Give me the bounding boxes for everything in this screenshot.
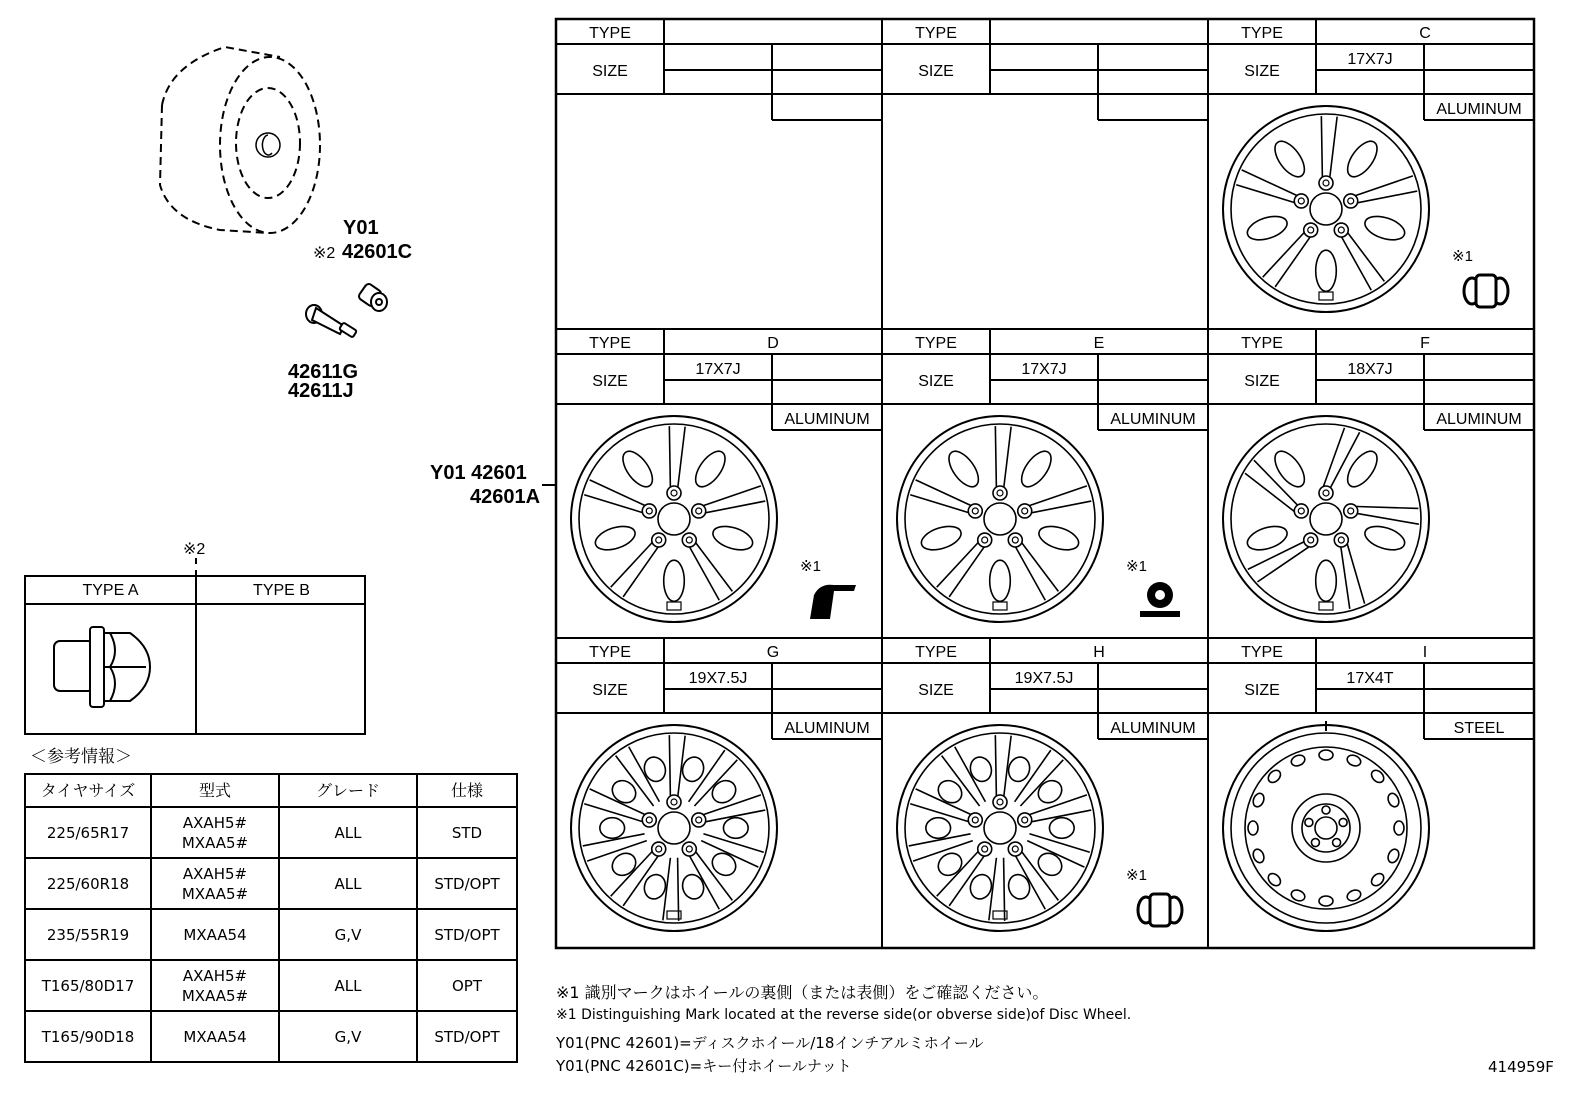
- ref-cell: T165/90D18: [25, 1011, 151, 1062]
- ref-cell: STD/OPT: [417, 858, 517, 909]
- wheel-spoke: [1322, 428, 1359, 489]
- panel-size-value: 18X7J: [1347, 361, 1393, 378]
- panel-mark-label: ※1: [1126, 558, 1147, 575]
- wheel-vent-hole: [1251, 792, 1266, 809]
- wheel-window: [1244, 212, 1290, 244]
- wheel-window: [723, 818, 748, 839]
- wheel-spoke: [1015, 541, 1059, 600]
- panel-type-value: E: [1093, 335, 1105, 352]
- wheel-window: [990, 560, 1011, 601]
- ref-cell: T165/80D17: [25, 960, 151, 1011]
- ref-header-grade: グレード: [279, 774, 417, 807]
- wheel-center-bore: [984, 812, 1016, 844]
- wheel-window: [1034, 776, 1066, 807]
- panel-type-label: TYPE: [589, 25, 631, 42]
- wheel-spoke: [995, 426, 1011, 489]
- panel-type-value: I: [1422, 644, 1428, 661]
- wheel-spoke: [1027, 486, 1091, 513]
- ref-model-line: AXAH5#: [182, 813, 248, 832]
- wheel-vent-hole: [1346, 753, 1363, 768]
- wheel-window: [600, 818, 625, 839]
- panel-type-value: H: [1093, 644, 1105, 661]
- wheel-lug-hole: [1304, 533, 1318, 547]
- wheel-disc: [1245, 747, 1407, 909]
- wheel-rim: [1223, 416, 1429, 622]
- wheel-lug-hole: [1344, 504, 1358, 518]
- wheel-rim: [571, 725, 777, 931]
- wheel-lug-hole: [682, 842, 696, 856]
- wheel-window: [918, 522, 964, 554]
- panel-type-label: TYPE: [915, 25, 957, 42]
- wheel-rim-inner: [1231, 114, 1421, 304]
- wheel-vent-hole: [1386, 792, 1401, 809]
- wheel-spoke: [1341, 231, 1385, 290]
- wheel-rim-inner: [579, 733, 769, 923]
- panel-size-label: SIZE: [918, 682, 954, 699]
- wheel-window: [1269, 136, 1310, 181]
- panel-size-label: SIZE: [592, 682, 628, 699]
- wheel-spoke: [689, 850, 733, 909]
- ref-model-line: AXAH5#: [182, 864, 248, 883]
- wheel-panel-i: [1223, 644, 1504, 931]
- wheel-vent-hole: [1251, 848, 1266, 865]
- wheel-window: [1005, 754, 1032, 784]
- wheel-vent-hole: [1346, 888, 1363, 903]
- wheel-rim: [897, 725, 1103, 931]
- panel-material-value: ALUMINUM: [784, 720, 870, 737]
- wheel-spoke: [910, 480, 973, 513]
- panel-size-label: SIZE: [918, 373, 954, 390]
- panel-size-value: 17X4T: [1346, 670, 1394, 687]
- wheel-lug-hole: [1319, 486, 1333, 500]
- wheel-center-bore: [1310, 503, 1342, 535]
- panel-size-label: SIZE: [1244, 373, 1280, 390]
- ref-cell: STD/OPT: [417, 1011, 517, 1062]
- wheel-spoke: [701, 486, 765, 513]
- wheel-lug-hole: [1311, 839, 1319, 847]
- wheel-spoke: [1027, 834, 1090, 867]
- wheel-window: [641, 754, 668, 784]
- panel-type-value: F: [1420, 335, 1430, 352]
- note-jp: ※1 識別マークはホイールの裏側（または表側）をご確認ください。: [556, 983, 1049, 1002]
- panel-size-value: 17X7J: [1021, 361, 1067, 378]
- wheel-lug-hole: [692, 813, 706, 827]
- wheel-lug-hole: [667, 486, 681, 500]
- wheel-panel-e: [897, 335, 1196, 622]
- wheel-window: [1316, 560, 1337, 601]
- ref-cell: ALL: [279, 960, 417, 1011]
- wheel-window: [664, 560, 685, 601]
- wheel-spoke: [1248, 541, 1312, 582]
- panel-size-value: 19X7.5J: [688, 670, 748, 687]
- wheel-spoke: [1015, 850, 1059, 909]
- mark-step: [810, 585, 856, 619]
- wheel-spoke: [1263, 231, 1312, 287]
- wheel-code-label[interactable]: Y01 42601: [430, 462, 527, 484]
- ref-cell: 235/55R19: [25, 909, 151, 960]
- ref-header-spec: 仕様: [417, 774, 517, 807]
- valve-part-label-2[interactable]: 42611J: [288, 380, 354, 402]
- panel-type-label: TYPE: [1241, 644, 1283, 661]
- wheel-lug-hole: [652, 842, 666, 856]
- ref-cell: G,V: [279, 1011, 417, 1062]
- wheel-lug-hole: [652, 533, 666, 547]
- wheel-lug-hole: [1008, 842, 1022, 856]
- panel-material-value: ALUMINUM: [1110, 411, 1196, 428]
- wheel-window: [1049, 818, 1074, 839]
- wheel-vent-hole: [1290, 888, 1307, 903]
- wheel-vent-hole: [1394, 821, 1404, 835]
- wheel-valve: [1319, 602, 1333, 610]
- wheel-panel-d: [571, 335, 870, 622]
- wheel-spoke: [1341, 541, 1365, 609]
- wheel-window: [592, 522, 638, 554]
- wheel-lug-hole: [1319, 176, 1333, 190]
- wheel-spoke: [1321, 116, 1337, 179]
- wheel-lug-hole: [1305, 818, 1313, 826]
- wheel-window: [679, 872, 706, 902]
- wheel-spoke: [701, 834, 764, 867]
- wheel-window: [926, 818, 951, 839]
- wheel-hub-inner: [1302, 804, 1350, 852]
- wheel-center-bore: [658, 503, 690, 535]
- panel-size-label: SIZE: [592, 373, 628, 390]
- wheel-center-bore: [658, 812, 690, 844]
- wheel-window: [1362, 522, 1408, 554]
- ref-cell: STD/OPT: [417, 909, 517, 960]
- wheel-spoke: [1353, 506, 1419, 524]
- wheel-panel-blank-2: [915, 25, 957, 80]
- panel-mark-label: ※1: [800, 558, 821, 575]
- ref-model-line: MXAA5#: [181, 986, 249, 1005]
- panel-type-label: TYPE: [1241, 25, 1283, 42]
- wheel-window: [708, 776, 740, 807]
- wheel-panel-g: [571, 644, 870, 931]
- wheel-lug-hole: [968, 504, 982, 518]
- wheel-spoke: [1245, 460, 1299, 513]
- wheel-center-bore: [984, 503, 1016, 535]
- panel-size-value: 19X7.5J: [1014, 670, 1074, 687]
- wheel-rim-inner: [1231, 733, 1421, 923]
- valve-part-label-1[interactable]: 42611G: [288, 361, 359, 383]
- wheel-lug-hole: [1304, 223, 1318, 237]
- wheel-lug-hole: [667, 795, 681, 809]
- panel-mark-label: ※1: [1452, 248, 1473, 265]
- panel-material-value: ALUMINUM: [1436, 101, 1522, 118]
- panel-material-value: STEEL: [1453, 720, 1505, 737]
- wheel-alt-label[interactable]: 42601A: [470, 486, 541, 508]
- note-en: ※1 Distinguishing Mark located at the reverse side(or obverse side)of Disc Wheel.: [556, 1007, 1132, 1023]
- wheel-lug-hole: [1018, 504, 1032, 518]
- wheel-lug-hole: [1333, 839, 1341, 847]
- panel-type-value: G: [766, 644, 780, 661]
- reference-title: ＜参考情報＞: [30, 747, 132, 767]
- wheel-spoke: [689, 541, 733, 600]
- wheel-valve: [667, 602, 681, 610]
- wheel-lug-hole: [1322, 806, 1330, 814]
- wheel-spoke: [584, 789, 647, 822]
- wheel-panel-h: [897, 644, 1196, 931]
- wheel-rim-inner: [905, 733, 1095, 923]
- wheel-rim: [571, 416, 777, 622]
- wheel-spoke: [937, 541, 986, 597]
- wheel-spoke: [910, 789, 973, 822]
- panel-size-value: 17X7J: [695, 361, 741, 378]
- wheel-lug-hole: [692, 504, 706, 518]
- ref-cell: 225/60R18: [25, 858, 151, 909]
- wheel-vent-hole: [1319, 750, 1333, 760]
- panel-mark-label: ※1: [1126, 867, 1147, 884]
- ref-model-line: AXAH5#: [182, 966, 248, 985]
- panel-type-label: TYPE: [915, 335, 957, 352]
- panel-size-label: SIZE: [918, 63, 954, 80]
- mark-drop-hole: [1155, 590, 1165, 600]
- ref-model-line: MXAA5#: [181, 833, 249, 852]
- wheel-window: [1316, 250, 1337, 291]
- wheel-window: [1036, 522, 1082, 554]
- panel-material-value: ALUMINUM: [1436, 411, 1522, 428]
- wheel-rim-inner: [579, 424, 769, 614]
- mark-body: [1150, 894, 1170, 926]
- wheel-spoke: [611, 541, 660, 597]
- wheel-window: [679, 754, 706, 784]
- wheel-rim: [1223, 725, 1429, 931]
- panel-material-value: ALUMINUM: [784, 411, 870, 428]
- wheel-window: [1016, 446, 1057, 491]
- wheel-window: [1362, 212, 1408, 244]
- nut-type-a-header: TYPE A: [82, 582, 139, 599]
- wheel-lug-hole: [1334, 533, 1348, 547]
- wheel-lug-hole: [1339, 818, 1347, 826]
- wheel-valve: [993, 602, 1007, 610]
- wheel-center-bore: [1315, 817, 1337, 839]
- panel-type-label: TYPE: [1241, 335, 1283, 352]
- wheel-window: [641, 872, 668, 902]
- note-pnc-wheel: Y01(PNC 42601)=ディスクホイール/18インチアルミホイール: [556, 1034, 984, 1052]
- wheel-window: [1244, 522, 1290, 554]
- wheel-rim-inner: [905, 424, 1095, 614]
- wheel-panel-blank-1: [589, 25, 631, 80]
- wheel-window: [1342, 136, 1383, 181]
- wheel-spoke: [669, 426, 685, 489]
- ref-cell: 225/65R17: [25, 807, 151, 858]
- wheel-window: [943, 446, 984, 491]
- wheel-lug-hole: [1008, 533, 1022, 547]
- mark-drop-base: [1140, 611, 1180, 617]
- wheel-lug-hole: [1294, 194, 1308, 208]
- panel-type-label: TYPE: [915, 644, 957, 661]
- wheel-window: [608, 849, 640, 880]
- ref-cell: OPT: [417, 960, 517, 1011]
- panel-type-label: TYPE: [589, 644, 631, 661]
- wheel-lug-hole: [968, 813, 982, 827]
- nut-code-label: Y01: [343, 217, 379, 239]
- wheel-spoke: [584, 480, 647, 513]
- wheel-lug-hole: [1294, 504, 1308, 518]
- wheel-valve: [1319, 292, 1333, 300]
- panel-size-label: SIZE: [1244, 63, 1280, 80]
- wheel-panel-f: [1223, 335, 1522, 622]
- wheel-window: [934, 849, 966, 880]
- ref-model-line: MXAA54: [183, 1027, 247, 1046]
- figure-id: 414959F: [1488, 1058, 1554, 1076]
- wheel-spoke: [1236, 170, 1299, 203]
- wheel-lug-hole: [1018, 813, 1032, 827]
- wheel-window: [1005, 872, 1032, 902]
- wheel-window: [617, 446, 658, 491]
- wheel-lug-hole: [682, 533, 696, 547]
- ref-model-line: MXAA5#: [181, 884, 249, 903]
- ref-cell: G,V: [279, 909, 417, 960]
- wheel-vent-hole: [1386, 848, 1401, 865]
- wheel-spoke: [942, 747, 986, 806]
- panel-type-value: D: [767, 335, 779, 352]
- wheel-window: [1269, 446, 1310, 491]
- panel-size-label: SIZE: [592, 63, 628, 80]
- note-pnc-nut: Y01(PNC 42601C)=キー付ホイールナット: [556, 1057, 852, 1075]
- panel-type-label: TYPE: [589, 335, 631, 352]
- wheel-center-bore: [1310, 193, 1342, 225]
- ref-model-line: MXAA54: [183, 925, 247, 944]
- wheel-spoke: [1353, 176, 1417, 203]
- panel-material-value: ALUMINUM: [1110, 720, 1196, 737]
- ref-cell: ALL: [279, 858, 417, 909]
- wheel-window: [967, 872, 994, 902]
- ref-cell: ALL: [279, 807, 417, 858]
- wheel-rim: [897, 416, 1103, 622]
- nut-type-mark: ※2: [183, 541, 206, 558]
- nut-mark: ※2: [313, 245, 336, 262]
- wheel-window: [690, 446, 731, 491]
- wheel-lug-hole: [993, 486, 1007, 500]
- ref-cell: STD: [417, 807, 517, 858]
- wheel-window: [710, 522, 756, 554]
- wheel-lug-hole: [1334, 223, 1348, 237]
- wheel-panel-c: [1223, 25, 1522, 312]
- wheel-lug-hole: [993, 795, 1007, 809]
- wheel-rim: [1223, 106, 1429, 312]
- wheel-vent-hole: [1319, 896, 1333, 906]
- wheel-vent-hole: [1248, 821, 1258, 835]
- wheel-lug-hole: [642, 504, 656, 518]
- ref-header-tire-size: タイヤサイズ: [25, 774, 151, 807]
- nut-type-b-header: TYPE B: [253, 582, 310, 599]
- panel-size-label: SIZE: [1244, 682, 1280, 699]
- nut-part-label[interactable]: 42601C: [342, 241, 413, 263]
- wheel-lug-hole: [642, 813, 656, 827]
- panel-size-value: 17X7J: [1347, 51, 1393, 68]
- wheel-lug-hole: [978, 842, 992, 856]
- wheel-lug-hole: [978, 533, 992, 547]
- wheel-lug-hole: [1344, 194, 1358, 208]
- wheel-vent-hole: [1290, 753, 1307, 768]
- mark-body: [1476, 275, 1496, 307]
- wheel-spoke: [616, 747, 660, 806]
- ref-header-model: 型式: [151, 774, 279, 807]
- wheel-window: [967, 754, 994, 784]
- panel-type-value: C: [1419, 25, 1431, 42]
